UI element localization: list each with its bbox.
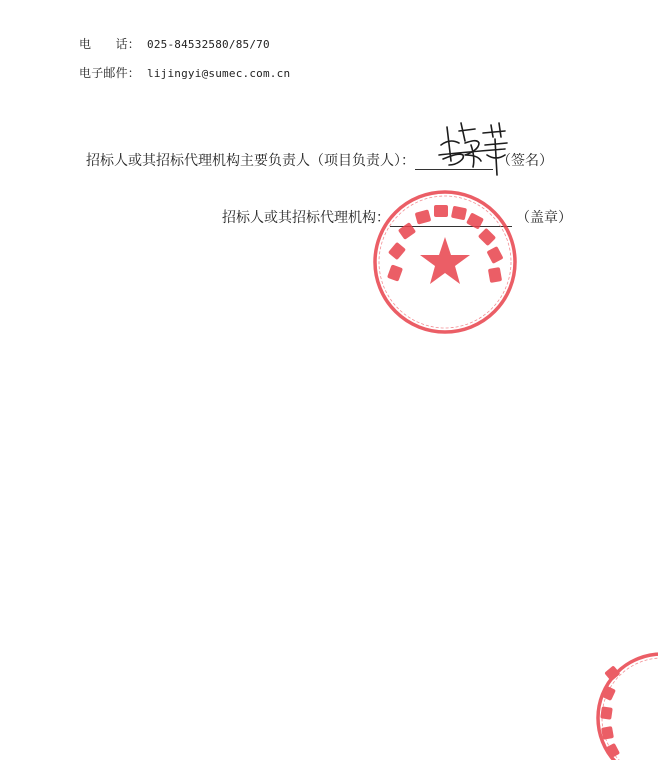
email-line [79, 64, 290, 81]
company-seal [368, 187, 522, 337]
email-label: 电子邮件： [79, 66, 141, 80]
handwritten-signature [435, 115, 515, 185]
phone-label: 电 话： [79, 37, 141, 51]
partial-seal [592, 640, 658, 760]
phone-line [79, 35, 270, 52]
sign-suffix: （签名） [497, 153, 553, 169]
person-signature-label: 招标人或其招标代理机构主要负责人（项目负责人）： [86, 153, 415, 169]
seal-suffix: （盖章） [516, 210, 572, 226]
email-value: lijingyi@sumec.com.cn [147, 67, 291, 80]
org-seal-label: 招标人或其招标代理机构： [222, 210, 390, 226]
phone-value: 025-84532580/85/70 [147, 38, 270, 51]
